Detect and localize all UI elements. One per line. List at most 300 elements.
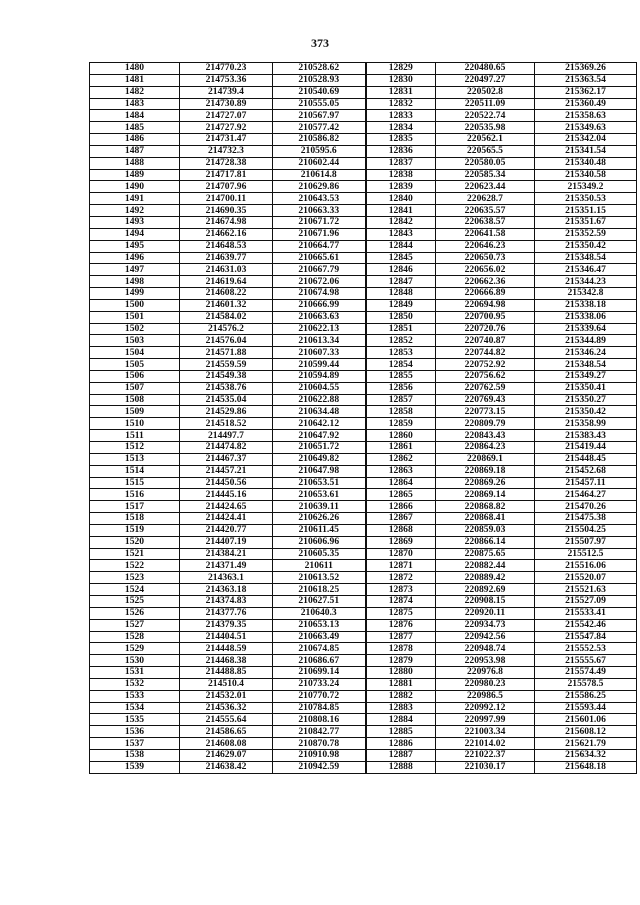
y-coordinate-right-cell: 215512.5 xyxy=(535,548,637,560)
y-coordinate-right-cell: 215349.63 xyxy=(535,122,637,134)
y-coordinate-left-cell: 210629.86 xyxy=(273,181,366,193)
table-row xyxy=(90,607,637,619)
y-coordinate-left-cell: 210653.13 xyxy=(273,619,366,631)
x-coordinate-left-cell: 214488.85 xyxy=(180,667,273,679)
table-row xyxy=(90,323,637,335)
table-row xyxy=(90,228,637,240)
point-number-left-cell: 1538 xyxy=(90,749,180,761)
x-coordinate-right-cell: 220942.56 xyxy=(436,631,535,643)
y-coordinate-right-cell: 215464.27 xyxy=(535,489,637,501)
y-coordinate-right-cell: 215634.32 xyxy=(535,749,637,761)
table-row xyxy=(90,394,637,406)
table-row xyxy=(90,714,637,726)
point-number-left-cell: 1517 xyxy=(90,501,180,513)
x-coordinate-right-cell: 220980.23 xyxy=(436,678,535,690)
point-number-left-cell: 1481 xyxy=(90,74,180,86)
point-number-right-cell: 12841 xyxy=(366,205,436,217)
x-coordinate-right-cell: 220562.1 xyxy=(436,134,535,146)
point-number-left-cell: 1490 xyxy=(90,181,180,193)
y-coordinate-left-cell: 210647.98 xyxy=(273,465,366,477)
x-coordinate-right-cell: 221003.34 xyxy=(436,726,535,738)
point-number-right-cell: 12832 xyxy=(366,98,436,110)
point-number-right-cell: 12885 xyxy=(366,726,436,738)
point-number-left-cell: 1506 xyxy=(90,370,180,382)
y-coordinate-left-cell: 210577.42 xyxy=(273,122,366,134)
x-coordinate-left-cell: 214638.42 xyxy=(180,761,273,773)
point-number-left-cell: 1502 xyxy=(90,323,180,335)
table-row xyxy=(90,453,637,465)
y-coordinate-left-cell: 210614.8 xyxy=(273,169,366,181)
y-coordinate-right-cell: 215516.06 xyxy=(535,560,637,572)
point-number-right-cell: 12862 xyxy=(366,453,436,465)
point-number-left-cell: 1500 xyxy=(90,299,180,311)
point-number-left-cell: 1523 xyxy=(90,572,180,584)
point-number-right-cell: 12861 xyxy=(366,442,436,454)
table-row xyxy=(90,702,637,714)
x-coordinate-left-cell: 214407.19 xyxy=(180,536,273,548)
y-coordinate-right-cell: 215542.46 xyxy=(535,619,637,631)
point-number-right-cell: 12881 xyxy=(366,678,436,690)
point-number-right-cell: 12875 xyxy=(366,607,436,619)
table-row xyxy=(90,63,637,75)
y-coordinate-right-cell: 215346.24 xyxy=(535,347,637,359)
table-row xyxy=(90,276,637,288)
table-row xyxy=(90,678,637,690)
x-coordinate-left-cell: 214576.04 xyxy=(180,335,273,347)
y-coordinate-right-cell: 215470.26 xyxy=(535,501,637,513)
coordinates-table xyxy=(89,62,637,774)
point-number-right-cell: 12871 xyxy=(366,560,436,572)
x-coordinate-right-cell: 220920.11 xyxy=(436,607,535,619)
y-coordinate-left-cell: 210653.61 xyxy=(273,489,366,501)
y-coordinate-right-cell: 215520.07 xyxy=(535,572,637,584)
x-coordinate-right-cell: 220948.74 xyxy=(436,643,535,655)
x-coordinate-left-cell: 214576.2 xyxy=(180,323,273,335)
y-coordinate-left-cell: 210770.72 xyxy=(273,690,366,702)
y-coordinate-left-cell: 210663.33 xyxy=(273,205,366,217)
y-coordinate-left-cell: 210586.82 xyxy=(273,134,366,146)
y-coordinate-right-cell: 215593.44 xyxy=(535,702,637,714)
x-coordinate-right-cell: 220997.99 xyxy=(436,714,535,726)
x-coordinate-right-cell: 220565.5 xyxy=(436,145,535,157)
x-coordinate-right-cell: 220522.74 xyxy=(436,110,535,122)
x-coordinate-left-cell: 214731.47 xyxy=(180,134,273,146)
x-coordinate-left-cell: 214535.04 xyxy=(180,394,273,406)
y-coordinate-left-cell: 210663.49 xyxy=(273,631,366,643)
point-number-right-cell: 12849 xyxy=(366,299,436,311)
point-number-left-cell: 1524 xyxy=(90,584,180,596)
y-coordinate-left-cell: 210567.97 xyxy=(273,110,366,122)
y-coordinate-left-cell: 210606.96 xyxy=(273,536,366,548)
y-coordinate-right-cell: 215344.23 xyxy=(535,276,637,288)
table-row xyxy=(90,690,637,702)
x-coordinate-left-cell: 214700.11 xyxy=(180,193,273,205)
y-coordinate-left-cell: 210611.45 xyxy=(273,524,366,536)
y-coordinate-left-cell: 210733.24 xyxy=(273,678,366,690)
x-coordinate-left-cell: 214538.76 xyxy=(180,382,273,394)
y-coordinate-right-cell: 215340.58 xyxy=(535,169,637,181)
x-coordinate-right-cell: 220864.23 xyxy=(436,442,535,454)
x-coordinate-right-cell: 220992.12 xyxy=(436,702,535,714)
y-coordinate-left-cell: 210626.26 xyxy=(273,513,366,525)
y-coordinate-right-cell: 215350.42 xyxy=(535,240,637,252)
point-number-right-cell: 12869 xyxy=(366,536,436,548)
x-coordinate-left-cell: 214674.98 xyxy=(180,216,273,228)
x-coordinate-right-cell: 220934.73 xyxy=(436,619,535,631)
point-number-left-cell: 1530 xyxy=(90,655,180,667)
table-row xyxy=(90,655,637,667)
point-number-right-cell: 12843 xyxy=(366,228,436,240)
x-coordinate-right-cell: 221030.17 xyxy=(436,761,535,773)
table-row xyxy=(90,442,637,454)
point-number-left-cell: 1528 xyxy=(90,631,180,643)
table-row xyxy=(90,288,637,300)
table-row xyxy=(90,489,637,501)
point-number-left-cell: 1536 xyxy=(90,726,180,738)
y-coordinate-right-cell: 215527.09 xyxy=(535,595,637,607)
point-number-right-cell: 12851 xyxy=(366,323,436,335)
point-number-left-cell: 1507 xyxy=(90,382,180,394)
y-coordinate-left-cell: 210808.16 xyxy=(273,714,366,726)
point-number-left-cell: 1520 xyxy=(90,536,180,548)
x-coordinate-right-cell: 220769.43 xyxy=(436,394,535,406)
point-number-right-cell: 12847 xyxy=(366,276,436,288)
x-coordinate-right-cell: 220641.58 xyxy=(436,228,535,240)
x-coordinate-right-cell: 220744.82 xyxy=(436,347,535,359)
x-coordinate-left-cell: 214586.65 xyxy=(180,726,273,738)
table-row xyxy=(90,595,637,607)
x-coordinate-left-cell: 214457.21 xyxy=(180,465,273,477)
x-coordinate-right-cell: 220756.62 xyxy=(436,370,535,382)
x-coordinate-right-cell: 220535.98 xyxy=(436,122,535,134)
x-coordinate-right-cell: 220720.76 xyxy=(436,323,535,335)
point-number-right-cell: 12834 xyxy=(366,122,436,134)
point-number-left-cell: 1480 xyxy=(90,63,180,75)
x-coordinate-left-cell: 214468.38 xyxy=(180,655,273,667)
point-number-right-cell: 12863 xyxy=(366,465,436,477)
point-number-left-cell: 1482 xyxy=(90,86,180,98)
y-coordinate-left-cell: 210664.77 xyxy=(273,240,366,252)
y-coordinate-left-cell: 210653.51 xyxy=(273,477,366,489)
y-coordinate-left-cell: 210674.98 xyxy=(273,288,366,300)
point-number-left-cell: 1525 xyxy=(90,595,180,607)
x-coordinate-left-cell: 214374.83 xyxy=(180,595,273,607)
y-coordinate-left-cell: 210627.51 xyxy=(273,595,366,607)
table-row xyxy=(90,631,637,643)
x-coordinate-right-cell: 220859.03 xyxy=(436,524,535,536)
x-coordinate-right-cell: 220623.44 xyxy=(436,181,535,193)
y-coordinate-left-cell: 210605.35 xyxy=(273,548,366,560)
table-row xyxy=(90,181,637,193)
table-row xyxy=(90,169,637,181)
point-number-left-cell: 1489 xyxy=(90,169,180,181)
table-row xyxy=(90,205,637,217)
table-row xyxy=(90,370,637,382)
y-coordinate-left-cell: 210942.59 xyxy=(273,761,366,773)
x-coordinate-right-cell: 220866.14 xyxy=(436,536,535,548)
y-coordinate-right-cell: 215448.45 xyxy=(535,453,637,465)
y-coordinate-left-cell: 210622.88 xyxy=(273,394,366,406)
x-coordinate-right-cell: 220480.65 xyxy=(436,63,535,75)
x-coordinate-left-cell: 214424.41 xyxy=(180,513,273,525)
y-coordinate-left-cell: 210651.72 xyxy=(273,442,366,454)
x-coordinate-left-cell: 214474.82 xyxy=(180,442,273,454)
table-row xyxy=(90,122,637,134)
point-number-left-cell: 1521 xyxy=(90,548,180,560)
x-coordinate-right-cell: 220585.34 xyxy=(436,169,535,181)
point-number-left-cell: 1514 xyxy=(90,465,180,477)
y-coordinate-left-cell: 210647.92 xyxy=(273,430,366,442)
y-coordinate-left-cell: 210663.63 xyxy=(273,311,366,323)
table-row xyxy=(90,761,637,773)
y-coordinate-left-cell: 210540.69 xyxy=(273,86,366,98)
point-number-right-cell: 12887 xyxy=(366,749,436,761)
point-number-left-cell: 1526 xyxy=(90,607,180,619)
x-coordinate-right-cell: 220700.95 xyxy=(436,311,535,323)
y-coordinate-right-cell: 215348.54 xyxy=(535,252,637,264)
point-number-left-cell: 1497 xyxy=(90,264,180,276)
y-coordinate-left-cell: 210870.78 xyxy=(273,738,366,750)
y-coordinate-left-cell: 210910.98 xyxy=(273,749,366,761)
point-number-left-cell: 1515 xyxy=(90,477,180,489)
point-number-left-cell: 1503 xyxy=(90,335,180,347)
x-coordinate-left-cell: 214467.37 xyxy=(180,453,273,465)
point-number-right-cell: 12879 xyxy=(366,655,436,667)
point-number-right-cell: 12833 xyxy=(366,110,436,122)
x-coordinate-right-cell: 220511.09 xyxy=(436,98,535,110)
y-coordinate-right-cell: 215351.67 xyxy=(535,216,637,228)
y-coordinate-right-cell: 215352.59 xyxy=(535,228,637,240)
x-coordinate-left-cell: 214639.77 xyxy=(180,252,273,264)
point-number-right-cell: 12867 xyxy=(366,513,436,525)
point-number-right-cell: 12844 xyxy=(366,240,436,252)
y-coordinate-left-cell: 210599.44 xyxy=(273,359,366,371)
x-coordinate-right-cell: 220762.59 xyxy=(436,382,535,394)
x-coordinate-left-cell: 214631.03 xyxy=(180,264,273,276)
table-row xyxy=(90,726,637,738)
y-coordinate-left-cell: 210528.62 xyxy=(273,63,366,75)
x-coordinate-left-cell: 214450.56 xyxy=(180,477,273,489)
point-number-right-cell: 12846 xyxy=(366,264,436,276)
point-number-right-cell: 12865 xyxy=(366,489,436,501)
y-coordinate-left-cell: 210784.85 xyxy=(273,702,366,714)
page-number: 373 xyxy=(311,36,329,50)
point-number-right-cell: 12860 xyxy=(366,430,436,442)
x-coordinate-left-cell: 214529.86 xyxy=(180,406,273,418)
x-coordinate-left-cell: 214445.16 xyxy=(180,489,273,501)
x-coordinate-left-cell: 214404.51 xyxy=(180,631,273,643)
point-number-left-cell: 1532 xyxy=(90,678,180,690)
table-row xyxy=(90,501,637,513)
y-coordinate-left-cell: 210649.82 xyxy=(273,453,366,465)
x-coordinate-left-cell: 214732.3 xyxy=(180,145,273,157)
y-coordinate-left-cell: 210622.13 xyxy=(273,323,366,335)
x-coordinate-left-cell: 214510.4 xyxy=(180,678,273,690)
y-coordinate-right-cell: 215344.89 xyxy=(535,335,637,347)
x-coordinate-left-cell: 214363.1 xyxy=(180,572,273,584)
point-number-right-cell: 12868 xyxy=(366,524,436,536)
x-coordinate-left-cell: 214379.35 xyxy=(180,619,273,631)
x-coordinate-right-cell: 221022.37 xyxy=(436,749,535,761)
point-number-left-cell: 1522 xyxy=(90,560,180,572)
y-coordinate-left-cell: 210607.33 xyxy=(273,347,366,359)
table-row xyxy=(90,157,637,169)
point-number-right-cell: 12883 xyxy=(366,702,436,714)
y-coordinate-right-cell: 215547.84 xyxy=(535,631,637,643)
point-number-left-cell: 1496 xyxy=(90,252,180,264)
x-coordinate-left-cell: 214608.22 xyxy=(180,288,273,300)
x-coordinate-left-cell: 214363.18 xyxy=(180,584,273,596)
y-coordinate-right-cell: 215383.43 xyxy=(535,430,637,442)
y-coordinate-left-cell: 210602.44 xyxy=(273,157,366,169)
x-coordinate-left-cell: 214497.7 xyxy=(180,430,273,442)
coordinates-table-body xyxy=(90,63,637,774)
x-coordinate-left-cell: 214629.07 xyxy=(180,749,273,761)
x-coordinate-left-cell: 214608.08 xyxy=(180,738,273,750)
x-coordinate-left-cell: 214770.23 xyxy=(180,63,273,75)
point-number-left-cell: 1505 xyxy=(90,359,180,371)
point-number-left-cell: 1534 xyxy=(90,702,180,714)
x-coordinate-left-cell: 214730.89 xyxy=(180,98,273,110)
point-number-right-cell: 12842 xyxy=(366,216,436,228)
x-coordinate-right-cell: 220752.92 xyxy=(436,359,535,371)
y-coordinate-right-cell: 215346.47 xyxy=(535,264,637,276)
y-coordinate-left-cell: 210595.6 xyxy=(273,145,366,157)
point-number-left-cell: 1519 xyxy=(90,524,180,536)
y-coordinate-right-cell: 215457.11 xyxy=(535,477,637,489)
x-coordinate-right-cell: 220635.57 xyxy=(436,205,535,217)
x-coordinate-left-cell: 214648.53 xyxy=(180,240,273,252)
point-number-right-cell: 12870 xyxy=(366,548,436,560)
table-row xyxy=(90,382,637,394)
table-row xyxy=(90,252,637,264)
x-coordinate-left-cell: 214424.65 xyxy=(180,501,273,513)
table-row xyxy=(90,134,637,146)
y-coordinate-right-cell: 215601.06 xyxy=(535,714,637,726)
x-coordinate-right-cell: 220889.42 xyxy=(436,572,535,584)
y-coordinate-left-cell: 210618.25 xyxy=(273,584,366,596)
x-coordinate-left-cell: 214727.92 xyxy=(180,122,273,134)
point-number-left-cell: 1486 xyxy=(90,134,180,146)
y-coordinate-right-cell: 215419.44 xyxy=(535,442,637,454)
y-coordinate-left-cell: 210613.52 xyxy=(273,572,366,584)
point-number-right-cell: 12877 xyxy=(366,631,436,643)
point-number-left-cell: 1495 xyxy=(90,240,180,252)
table-row xyxy=(90,216,637,228)
point-number-right-cell: 12831 xyxy=(366,86,436,98)
y-coordinate-left-cell: 210674.85 xyxy=(273,643,366,655)
y-coordinate-left-cell: 210842.77 xyxy=(273,726,366,738)
y-coordinate-right-cell: 215452.68 xyxy=(535,465,637,477)
x-coordinate-right-cell: 220650.73 xyxy=(436,252,535,264)
point-number-right-cell: 12855 xyxy=(366,370,436,382)
point-number-left-cell: 1504 xyxy=(90,347,180,359)
point-number-left-cell: 1488 xyxy=(90,157,180,169)
table-row xyxy=(90,465,637,477)
point-number-right-cell: 12882 xyxy=(366,690,436,702)
y-coordinate-right-cell: 215475.38 xyxy=(535,513,637,525)
y-coordinate-right-cell: 215338.18 xyxy=(535,299,637,311)
table-row xyxy=(90,513,637,525)
x-coordinate-left-cell: 214728.38 xyxy=(180,157,273,169)
point-number-right-cell: 12888 xyxy=(366,761,436,773)
y-coordinate-left-cell: 210594.89 xyxy=(273,370,366,382)
point-number-right-cell: 12858 xyxy=(366,406,436,418)
table-row xyxy=(90,359,637,371)
x-coordinate-right-cell: 220628.7 xyxy=(436,193,535,205)
point-number-left-cell: 1493 xyxy=(90,216,180,228)
table-row xyxy=(90,667,637,679)
table-row xyxy=(90,548,637,560)
x-coordinate-left-cell: 214662.16 xyxy=(180,228,273,240)
x-coordinate-right-cell: 220843.43 xyxy=(436,430,535,442)
table-row xyxy=(90,86,637,98)
y-coordinate-right-cell: 215504.25 xyxy=(535,524,637,536)
point-number-right-cell: 12878 xyxy=(366,643,436,655)
point-number-right-cell: 12873 xyxy=(366,584,436,596)
table-row xyxy=(90,584,637,596)
y-coordinate-right-cell: 215350.42 xyxy=(535,406,637,418)
y-coordinate-right-cell: 215621.79 xyxy=(535,738,637,750)
y-coordinate-right-cell: 215348.54 xyxy=(535,359,637,371)
y-coordinate-right-cell: 215350.41 xyxy=(535,382,637,394)
y-coordinate-right-cell: 215342.8 xyxy=(535,288,637,300)
x-coordinate-right-cell: 220694.98 xyxy=(436,299,535,311)
point-number-right-cell: 12829 xyxy=(366,63,436,75)
table-row xyxy=(90,643,637,655)
x-coordinate-left-cell: 214549.38 xyxy=(180,370,273,382)
x-coordinate-right-cell: 220502.8 xyxy=(436,86,535,98)
x-coordinate-right-cell: 220953.98 xyxy=(436,655,535,667)
y-coordinate-left-cell: 210634.48 xyxy=(273,406,366,418)
point-number-left-cell: 1527 xyxy=(90,619,180,631)
point-number-right-cell: 12864 xyxy=(366,477,436,489)
x-coordinate-right-cell: 220662.36 xyxy=(436,276,535,288)
point-number-right-cell: 12853 xyxy=(366,347,436,359)
point-number-right-cell: 12845 xyxy=(366,252,436,264)
x-coordinate-right-cell: 220869.26 xyxy=(436,477,535,489)
x-coordinate-left-cell: 214518.52 xyxy=(180,418,273,430)
point-number-right-cell: 12866 xyxy=(366,501,436,513)
x-coordinate-right-cell: 221014.02 xyxy=(436,738,535,750)
table-row xyxy=(90,335,637,347)
point-number-left-cell: 1513 xyxy=(90,453,180,465)
table-row xyxy=(90,738,637,750)
point-number-right-cell: 12886 xyxy=(366,738,436,750)
x-coordinate-right-cell: 220638.57 xyxy=(436,216,535,228)
x-coordinate-left-cell: 214371.49 xyxy=(180,560,273,572)
point-number-left-cell: 1509 xyxy=(90,406,180,418)
point-number-right-cell: 12852 xyxy=(366,335,436,347)
point-number-right-cell: 12850 xyxy=(366,311,436,323)
y-coordinate-left-cell: 210611 xyxy=(273,560,366,572)
point-number-right-cell: 12837 xyxy=(366,157,436,169)
x-coordinate-right-cell: 220986.5 xyxy=(436,690,535,702)
point-number-left-cell: 1484 xyxy=(90,110,180,122)
x-coordinate-left-cell: 214739.4 xyxy=(180,86,273,98)
x-coordinate-left-cell: 214584.02 xyxy=(180,311,273,323)
point-number-left-cell: 1492 xyxy=(90,205,180,217)
y-coordinate-right-cell: 215358.99 xyxy=(535,418,637,430)
point-number-right-cell: 12856 xyxy=(366,382,436,394)
x-coordinate-right-cell: 220908.15 xyxy=(436,595,535,607)
x-coordinate-right-cell: 220976.8 xyxy=(436,667,535,679)
point-number-left-cell: 1518 xyxy=(90,513,180,525)
y-coordinate-left-cell: 210686.67 xyxy=(273,655,366,667)
y-coordinate-left-cell: 210604.55 xyxy=(273,382,366,394)
y-coordinate-right-cell: 215360.49 xyxy=(535,98,637,110)
point-number-left-cell: 1516 xyxy=(90,489,180,501)
